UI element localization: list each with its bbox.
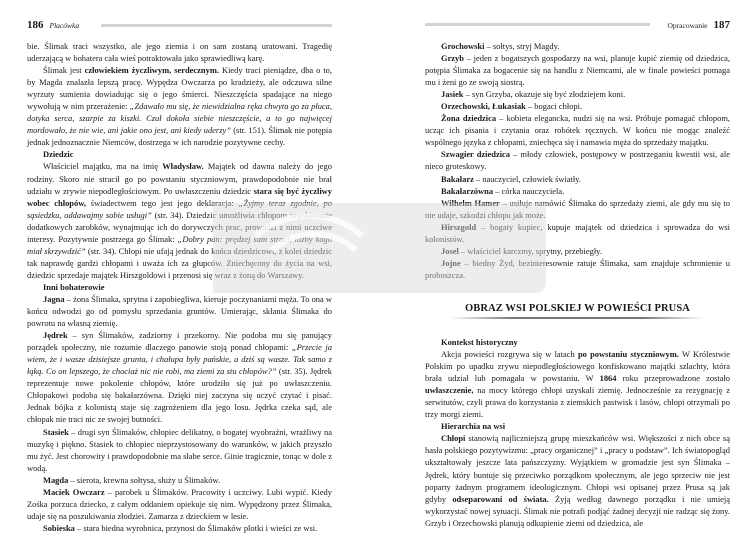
paragraph — [425, 432, 730, 528]
text-run: Ślimak jest — [43, 65, 85, 76]
page-number: 187 — [713, 19, 730, 31]
text-run: (str. 151). Ślimak nie potępia jednak jednoznacznie Niemców, dostrzega w ich narodzie pozytywne cechy. — [27, 125, 332, 148]
text-run: – parobek u Ślimaków. Pracowity i uczciwy. Lubi wypić. Kiedy Zośka porzuca dziecko, z całym oddaniem opiekuje się nim. Wypędzony przez Ślimaka, udaje się na poszukiwania złodziei. Zamarza z dzieckiem w lesie. — [27, 486, 332, 521]
bold-text: Szwagier dziedzica — [441, 149, 511, 160]
header-rule — [425, 23, 650, 26]
paragraph — [425, 257, 730, 281]
paragraph — [425, 245, 730, 257]
bold-text: Magda — [43, 474, 69, 485]
paragraph — [425, 88, 730, 100]
quote-text: „Zdawało mu się, że niewidzialna ręka chwyta go za płuca, dotyka serca, szarpie za kiszki. Czuł dokoła siebie nieszczęście, a to go najwięcej mordowało, że nie wie, ani jakie ono jest, ani kiedy uderzy” — [27, 101, 332, 136]
text-run: – drugi syn Ślimaków, chłopiec delikatny, o bogatej wyobraźni, wrażliwy na muzykę i piękno. Stasiek to chłopiec nieprzystosowany do warunków, w jakich przyszło mu żyć. Jest chorowity i prawdopodobnie ma słabe serce. Ginie tragicznie, tonąc w dole z wodą. — [27, 426, 332, 473]
paragraph — [27, 64, 332, 148]
paragraph — [27, 160, 332, 280]
character-list — [425, 40, 730, 281]
bold-text: Jojne — [441, 257, 461, 268]
bold-text: Sobieska — [43, 522, 75, 533]
paragraph — [27, 486, 332, 522]
bold-text: Żona dziedzica — [441, 113, 497, 124]
text-run: Majątek od dawna należy do jego rodziny. Skoro nie stracił go po powstaniu styczniowym, prawdopodobnie nie brał udziału w zrywie niepodległościowym. Po uwłaszczeniu dziedzic — [27, 161, 332, 196]
section-title-rule — [450, 317, 705, 319]
text-run: – bogaci chłopi. — [525, 101, 583, 112]
paragraph — [425, 52, 730, 88]
paragraph — [425, 197, 730, 221]
page-number: 186 — [27, 19, 44, 31]
paragraph — [425, 100, 730, 112]
text-run: – żona Ślimaka, sprytna i zapobiegliwa, kieruje poczynaniami męża. To ona w końcu odwodzi go od pomysłu sprzedania gruntów. Umierając, skłania Ślimaka do powrotu na własną ziemię. — [27, 293, 332, 329]
text-run: Kontekst historyczny — [441, 336, 518, 347]
text-run: – nauczyciel, człowiek światły. — [473, 173, 582, 184]
left-page-header — [27, 18, 332, 32]
paragraph — [425, 221, 730, 245]
bold-text: Grzyb — [441, 53, 464, 64]
text-run: (str. 34). Chłopi nie ufają jednak do końca dziedzicowi, z kolei dziedzic tak naprawdę gardzi chłopami i uważa ich za głupców. Zniechęcony do życia na wsi, dziedzic sprzedaje majątek Hirszgoldowi i przenosi się wraz z żoną do Warszawy. — [27, 245, 332, 280]
running-head: Opracowanie — [667, 20, 708, 30]
bold-text: Maciek Owczarz — [43, 486, 105, 497]
right-page — [377, 0, 755, 538]
text-run: Żyją według dawnego porządku i nie umieją wykorzystać nowej sytuacji. Ślimak nie potrafi podjąć żadnej decyzji nie radząc się żony. Grzyb i Orzechowski planują odkupienie ziemi od dziedzica, ale — [425, 493, 731, 528]
text-run: roku przeprowadzone zostało — [616, 373, 731, 384]
bold-text: 1864 — [599, 373, 617, 384]
bold-text: Stasiek — [43, 426, 69, 437]
section-body — [425, 336, 730, 529]
paragraph — [425, 173, 730, 185]
text-run: Dziedzic — [43, 149, 74, 160]
left-page — [0, 0, 377, 538]
header-rule — [101, 24, 332, 27]
text-run: – biedny Żyd, bezinteresownie ratuje Ślimaka, sam znajduje schronienie u proboszcza. — [425, 257, 730, 280]
bold-text: Chłopi — [441, 433, 466, 444]
quote-text: „Żyjmy teraz zgodnie, po sąsiedzku, oddawajmy sobie usługi” — [27, 197, 332, 220]
text-run: stanowią najliczniejszą grupę mieszkańców wsi. Większości z nich obce są hasła polskiego pozytywizmu: „pracy organicznej” i „pracy u podstaw”. Ich światopogląd ukształtowały jeszcze lata pańszczyzny. Wyjątkiem w gromadzie jest syn Ślimaka – Jędrek, który buntuje się przeciwko porządkom społecznym, ale jego sprzeciw nie jest poparty żadnym programem ideologicznym. Chłopi wsi opisanej przez Prusa są jak gdyby — [425, 433, 730, 504]
text-run: – stara biedna wyrobnica, przynosi do Ślimaków plotki i wieści ze wsi. — [74, 522, 318, 533]
text-run: bie. Ślimak traci wszystko, ale jego ziemia i on sam zostaną uratowani. Tragedię uderzającą w bohatera cała wieś potraktowała jako sprawiedliwą karę. — [27, 41, 332, 64]
text-run: Akcja powieści rozgrywa się w latach — [441, 349, 578, 360]
text-run: Kiedy traci pieniądze, dba o to, by Magda znalazła lepszą pracę. Wypędza Owczarza po kradzieży, ale odczuwa silne wyrzuty sumienia dowiadując się o jego śmierci. Nieszczęścia spadające na niego wywołują w nim przerażenie: — [27, 65, 333, 112]
subheading — [27, 148, 332, 160]
bold-text: Bakałarz — [441, 173, 474, 184]
bold-text: Orzechowski, Łukasiak — [441, 101, 526, 112]
text-run: – syn Grzyba, okazuje się być złodziejem koni. — [463, 89, 626, 100]
bold-text: Hirszgold — [441, 221, 477, 232]
bold-text: Władysław. — [162, 161, 204, 172]
subheading — [27, 281, 332, 293]
text-run: (str. 34). Dziedzic umożliwia chłopom uzyskiwanie dodatkowych zarobków, wynajmując ich do dorywczych prac, prowadzi z nimi uczciwe interesy. Pozytywnie postrzega go Ślimak: — [27, 209, 332, 244]
text-run: – syn Ślimaków, zadziorny i przekorny. Nie podoba mu się panujący porządek społeczny, nie rozumie dlaczego panowie stoją ponad chłopami: — [27, 330, 332, 353]
subheading — [425, 336, 730, 348]
section-title: OBRAZ WSI POLSKIEJ W POWIEŚCI PRUSA — [465, 302, 690, 314]
paragraph — [425, 40, 730, 52]
paragraph — [27, 426, 332, 474]
bold-text: odseparowani od świata. — [452, 493, 549, 504]
bold-text: Wilhelm Hamer — [441, 197, 500, 208]
text-run: – właściciel karczmy, sprytny, przebiegły. — [458, 245, 602, 256]
paragraph — [27, 293, 332, 329]
text-run: – młody człowiek, postępowy w postrzeganiu kwestii wsi, ale nieco groteskowy. — [425, 149, 730, 172]
quote-text: „Przecie ja wiem, że i wasze dzisiejsze grunta, i chałupa były pańskie, a dziś są wasze. Tak samo z łąką. Co on lepszego, że chociaż nic nie robi, ma ziemi za stu chłopów?” — [27, 342, 332, 377]
paragraph — [27, 522, 332, 534]
text-run: – jeden z bogatszych gospodarzy na wsi, planuje kupić ziemię od dziedzica, potępia Ślimaka za bogacenie się na handlu z Niemcami, ale w finale powieści pomaga mu i żeni go ze swoją siostrą. — [425, 53, 730, 88]
bold-text: człowiekiem życzliwym, serdecznym. — [84, 65, 219, 76]
text-run: – bogaty kupiec, kupuje majątek od dziedzica i sprowadza do wsi kolonistów. — [425, 221, 730, 244]
bold-text: Bakałarzówna — [441, 185, 494, 196]
paragraph — [425, 348, 730, 420]
bold-text: Jędrek — [43, 330, 68, 341]
subheading — [425, 420, 730, 432]
text-run: – córka nauczyciela. — [493, 185, 565, 196]
text-run: świadectwem tego jest jego deklaracja: — [85, 197, 239, 208]
text-run: – kobieta elegancka, nudzi się na wsi. Próbuje pomagać chłopom, ucząc ich pisania i czytania oraz robótek ręcznych. W końcu nie mogąc znaleźć wspólnego języka z chłopami, zniechęca się i namawia męża do sprzedaży majątku. — [425, 113, 731, 148]
text-run: na mocy którego chłopi uzyskali ziemię. Jednocześnie za rezygnację z serwitutów, czyli prawa do korzystania z ziemskich pastwisk i lasów, chłopi otrzymali po trzy morgi ziemi. — [425, 385, 730, 420]
paragraph — [425, 185, 730, 197]
text-run: Hierarchia na wsi — [441, 421, 506, 432]
quote-text: „Dobry pan: prędzej sam straci, niżby kogo miał skrzywdzić” — [27, 233, 332, 256]
bold-text: stara się być życzliwy wobec chłopów, — [27, 185, 332, 208]
text-run: – usiłuje namówić Ślimaka do sprzedaży ziemi, ale gdy mu się to nie udaje, szkodzi chłopu jak może. — [425, 197, 730, 220]
paragraph — [27, 40, 332, 64]
running-head: Placówka — [49, 20, 80, 30]
bold-text: Jagna — [43, 293, 65, 304]
paragraph — [27, 329, 332, 425]
text-run: W Królestwie Polskim po upadku zrywu niepodległościowego konfiskowano majątki szlachty, która brała udział lub pomagała w powstaniu. W — [425, 349, 731, 384]
paragraph — [425, 148, 730, 172]
bold-text: Jasiek — [441, 89, 464, 100]
text-run: – sierota, krewna sołtysa, służy u Ślimaków. — [68, 474, 221, 485]
bold-text: po powstaniu styczniowym. — [577, 349, 679, 360]
text-run: – sołtys, stryj Magdy. — [484, 41, 560, 51]
text-run: Właściciel majątku, ma na imię — [43, 161, 163, 172]
bold-text: Grochowski — [441, 41, 485, 51]
bold-text: Josel — [441, 245, 459, 256]
left-page-body — [27, 40, 332, 534]
paragraph — [425, 112, 730, 148]
text-run: Inni bohaterowie — [43, 281, 105, 292]
right-page-body — [425, 40, 730, 529]
paragraph — [27, 474, 332, 486]
bold-text: uwłaszczenie, — [425, 385, 474, 396]
right-page-header — [425, 18, 730, 32]
text-run: (str. 35). Jędrek reprezentuje nowe pokolenie chłopów, które urodziło się już po uwłaszczeniu. Chłopakowi podoba się bakałarzówna. Dzięki niej zaczyna się uczyć czytać i pisać. Jednak bójka z kolonistą staje się zagrożeniem dla jego losu. Jędrka czeka sąd, ale chłopak nie traci nic ze swojej butności. — [27, 366, 332, 425]
